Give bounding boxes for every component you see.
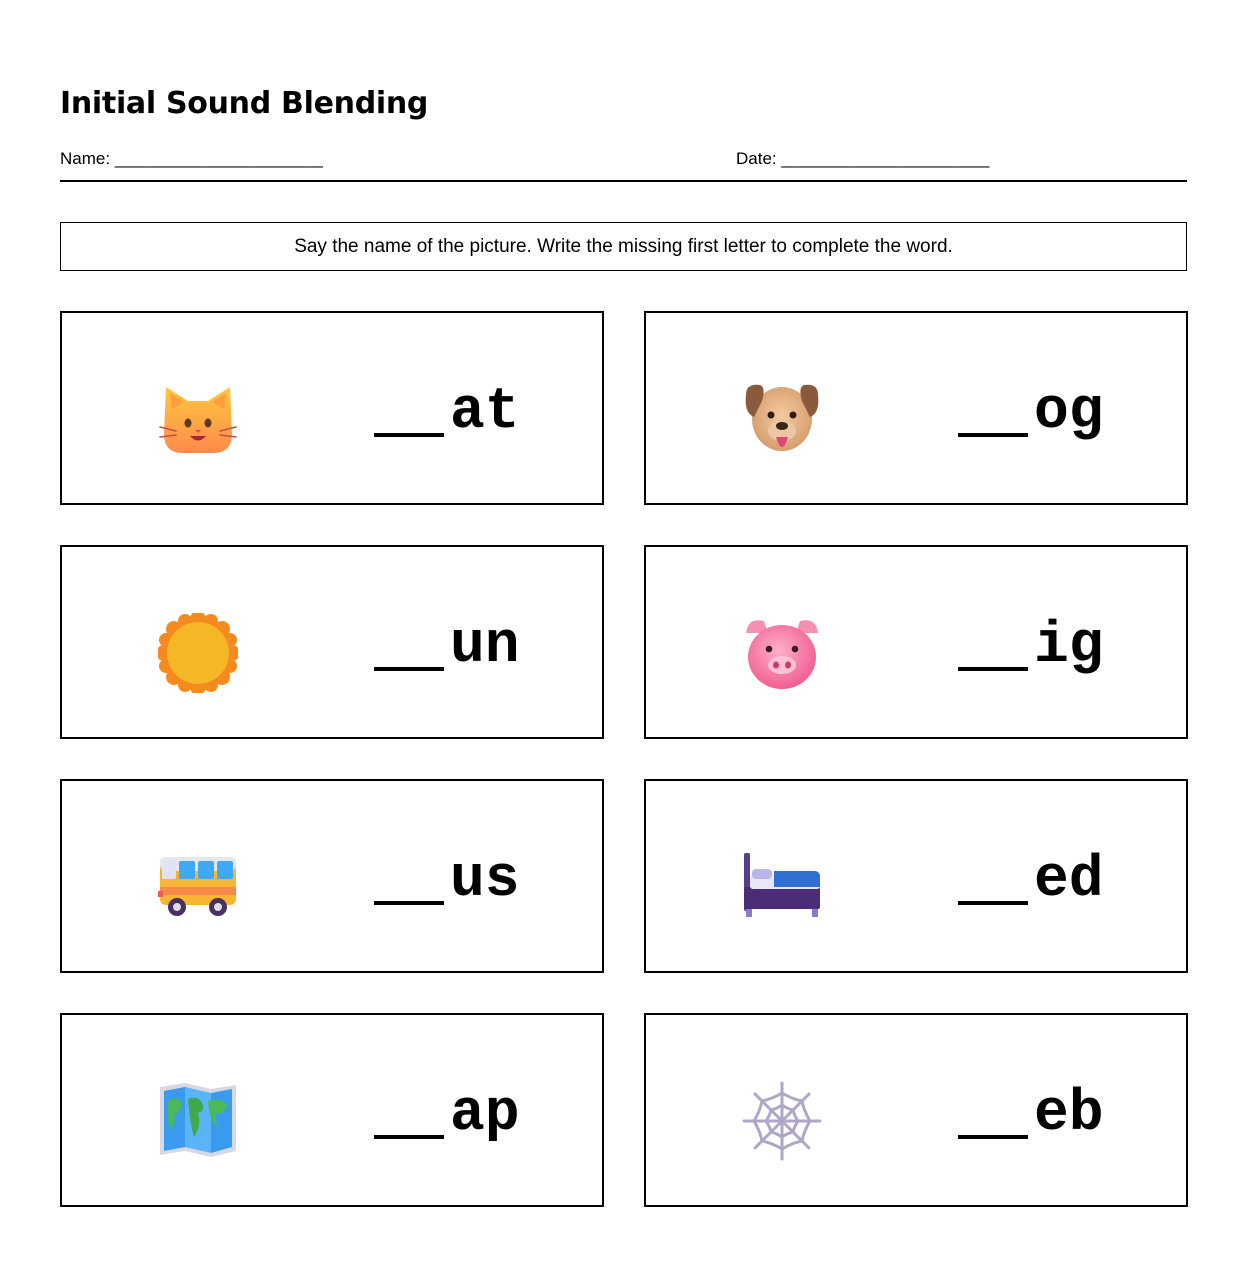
date-line: ______________________: [781, 149, 990, 168]
pig-face-icon: [742, 613, 822, 693]
word-stem: [374, 607, 520, 677]
cat-face-icon: [158, 379, 238, 459]
word-stem: [958, 607, 1104, 677]
answer-blank[interactable]: [374, 1135, 444, 1139]
name-field[interactable]: [60, 148, 323, 170]
word-ending: ap: [450, 1082, 520, 1147]
date-label: Date:: [736, 149, 777, 168]
instructions-box: [60, 222, 1187, 271]
answer-blank[interactable]: [374, 433, 444, 437]
date-field[interactable]: [736, 148, 989, 170]
word-ending: ed: [1034, 848, 1104, 913]
answer-blank[interactable]: [958, 433, 1028, 437]
instructions-text: Say the name of the picture. Write the missing first letter to complete the word.: [294, 235, 953, 257]
answer-blank[interactable]: [958, 667, 1028, 671]
name-label: Name:: [60, 149, 111, 168]
word-ending: us: [450, 848, 520, 913]
answer-blank[interactable]: [958, 1135, 1028, 1139]
word-stem: [958, 373, 1104, 443]
word-card: [60, 1013, 604, 1207]
word-stem: [374, 373, 520, 443]
world-map-icon: [158, 1081, 238, 1161]
bus-icon: [158, 847, 238, 927]
word-ending: og: [1034, 380, 1104, 445]
word-card: [644, 545, 1188, 739]
word-card: [60, 545, 604, 739]
word-card: [60, 779, 604, 973]
word-ending: at: [450, 380, 520, 445]
word-card: [644, 311, 1188, 505]
word-stem: [374, 841, 520, 911]
sun-icon: [158, 613, 238, 693]
answer-blank[interactable]: [958, 901, 1028, 905]
word-stem: [958, 841, 1104, 911]
word-card: [60, 311, 604, 505]
word-ending: un: [450, 614, 520, 679]
word-stem: [958, 1075, 1104, 1145]
name-date-row: [60, 146, 1187, 182]
word-ending: eb: [1034, 1082, 1104, 1147]
answer-blank[interactable]: [374, 901, 444, 905]
name-line: ______________________: [114, 149, 323, 168]
answer-blank[interactable]: [374, 667, 444, 671]
word-card: [644, 1013, 1188, 1207]
spider-web-icon: [742, 1081, 822, 1161]
word-ending: ig: [1034, 614, 1104, 679]
word-card: [644, 779, 1188, 973]
bed-icon: [742, 847, 822, 927]
dog-face-icon: [742, 379, 822, 459]
word-stem: [374, 1075, 520, 1145]
worksheet-title: Initial Sound Blending: [60, 86, 429, 121]
